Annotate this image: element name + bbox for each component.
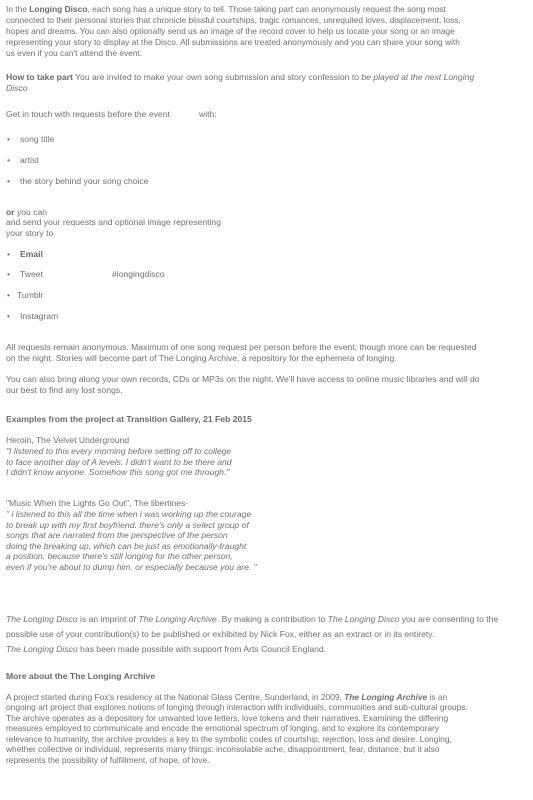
or-line-3: your story to (6, 228, 54, 238)
more-line-7: represents the possibility of fulfillment, of hope, of love. (6, 755, 210, 765)
imprint-line-2: possible use of your contribution(s) to be published or exhibited by Nick Fox, either as an extract or in its entirety. (6, 629, 435, 639)
bullet-icon: • (7, 155, 11, 165)
imprint-text: has been made possible with support from Arts Council England. (77, 644, 327, 654)
get-in-touch-label: Get in touch with requests before the event (6, 109, 170, 119)
intro-line-4: representing your story to display at the Disco. All submissions are treated anonymously and you can share your song with (6, 37, 460, 47)
example-2-quote-line: a position. because there's still longing for the other person, (6, 551, 233, 561)
bullet-icon: • (7, 249, 11, 259)
or-line-2: and send your requests and optional image representing (6, 217, 221, 227)
imprint-italic: The Longing Disco (6, 614, 78, 624)
how-to-heading: How to take part (6, 72, 73, 82)
tweet-label[interactable]: Tweet (20, 269, 43, 279)
how-to-text: You are invited to make your own song submission and story confession to (72, 72, 362, 82)
example-2-quote-line: doing the breaking up, which can be just as emotionally-fraught (6, 541, 247, 551)
bullet-icon: • (7, 290, 11, 300)
get-in-touch-text (6, 109, 217, 120)
example-1-quote-line: to face another day of A levels. I didn't want to be there and (6, 457, 232, 467)
records-line-2: our best to find any lost songs. (6, 385, 123, 395)
intro-line-5: us even if you can't attend the event. (6, 48, 143, 58)
imprint-italic: The Longing Disco (327, 614, 400, 624)
more-line-2: ongoing art project that explores notions of longing through interaction with individuals, communities and sub-cultural groups. (6, 702, 468, 712)
example-2-quote-line: even if you're about to dump him. or especially because you are. " (6, 562, 257, 572)
bullet-icon: • (7, 134, 11, 144)
more-text: is an (427, 692, 448, 702)
imprint-text: you are consenting to the (399, 614, 499, 624)
records-line-1: You can also bring along your own records, CDs or MP3s on the night. We'll have access to online music libraries and will do (6, 374, 480, 384)
bullet-icon: • (7, 311, 11, 321)
example-2-title: "Music When the Lights Go Out", The libertines- (6, 498, 189, 508)
with-label: with: (199, 109, 217, 119)
instagram-label[interactable]: Instagram (20, 311, 59, 321)
bullet-icon: • (7, 269, 11, 279)
more-heading: More about the The Longing Archive (6, 671, 156, 681)
intro-line-3: hopes and dreams. You can also optionally send us an image of the record cover to help us locate your song or an image (6, 26, 455, 36)
list-item-label: song title (20, 134, 55, 144)
how-to-line-2: Disco (6, 83, 28, 93)
example-1-title: Heroin, The Velvet Underground (6, 435, 130, 445)
more-line-6: whether collective or individual, represents many things: inconsolable ache, disappointment, fear, distance, but it also (6, 744, 440, 754)
intro-line-2: connected to their personal stories that chronicle blissful courtships, tragic romances, unrequited loves, displacement, loss, (6, 15, 461, 25)
imprint-line-1 (6, 614, 498, 625)
example-2-quote-line: songs that are narrated from the perspective of the person (6, 530, 228, 540)
imprint-text: is an imprint of (77, 614, 139, 624)
example-2-quote-line: to break up with my first boyfriend. there's only a select group of (6, 520, 249, 530)
intro-bold-title: Longing Disco (29, 4, 88, 14)
examples-heading: Examples from the project at Transition Gallery, 21 Feb 2015 (6, 414, 252, 424)
how-to-italic: be played at the next Longing (361, 72, 475, 82)
more-text: A project started during Fox's residency at the National Glass Centre, Sunderland, in 2009, (6, 692, 345, 702)
intro-text: , each song has a unique story to tell. Those taking part can anonymously request the song most (87, 4, 446, 14)
list-item-label: artist (20, 155, 39, 165)
or-text: you can (14, 207, 48, 217)
tumblr-label[interactable]: Tumblr (17, 290, 44, 300)
intro-text: In the (6, 4, 30, 14)
more-bold-italic: The Longing Archive (344, 692, 428, 702)
anonymous-line-2: on the night. Stories will become part of The Longing Archive, a repository for the ephemera of longing. (6, 353, 397, 363)
more-line-5: relevance to humanity, the archive provides a key to the symbolic codes of courtship, rejection, loss and desire. Longing, (6, 734, 452, 744)
how-to-line-1 (6, 72, 474, 83)
hashtag-link[interactable]: #longingdisco (112, 269, 165, 279)
example-2-quote-line: " i listened to this all the time when i was working up the courage (6, 509, 252, 519)
more-line-4: measures employed to communicate and encode the emotional spectrum of longing, and to explore its contemporary (6, 723, 439, 733)
imprint-line-3 (6, 644, 326, 655)
list-item-label: the story behind your song choice (20, 176, 149, 186)
imprint-text: . By making a contribution to (216, 614, 328, 624)
example-1-quote-line: "I listened to this every morning before setting off to college (6, 446, 232, 456)
imprint-italic: The Longing Archive (138, 614, 217, 624)
more-line-3: The archive operates as a depository for unwanted love letters, love tokens and their narratives. Examining the differing (6, 713, 449, 723)
email-label[interactable]: Email (20, 249, 43, 259)
imprint-italic: The Longing Disco (6, 644, 78, 654)
intro-line-1 (6, 4, 446, 15)
bullet-icon: • (7, 176, 11, 186)
example-1-quote-line: I didn't know anyone. Somehow this song got me through." (6, 467, 230, 477)
or-bold: or (6, 207, 15, 217)
anonymous-line-1: All requests remain anonymous. Maximum of one song request per person before the event, though more can be requested (6, 342, 477, 352)
